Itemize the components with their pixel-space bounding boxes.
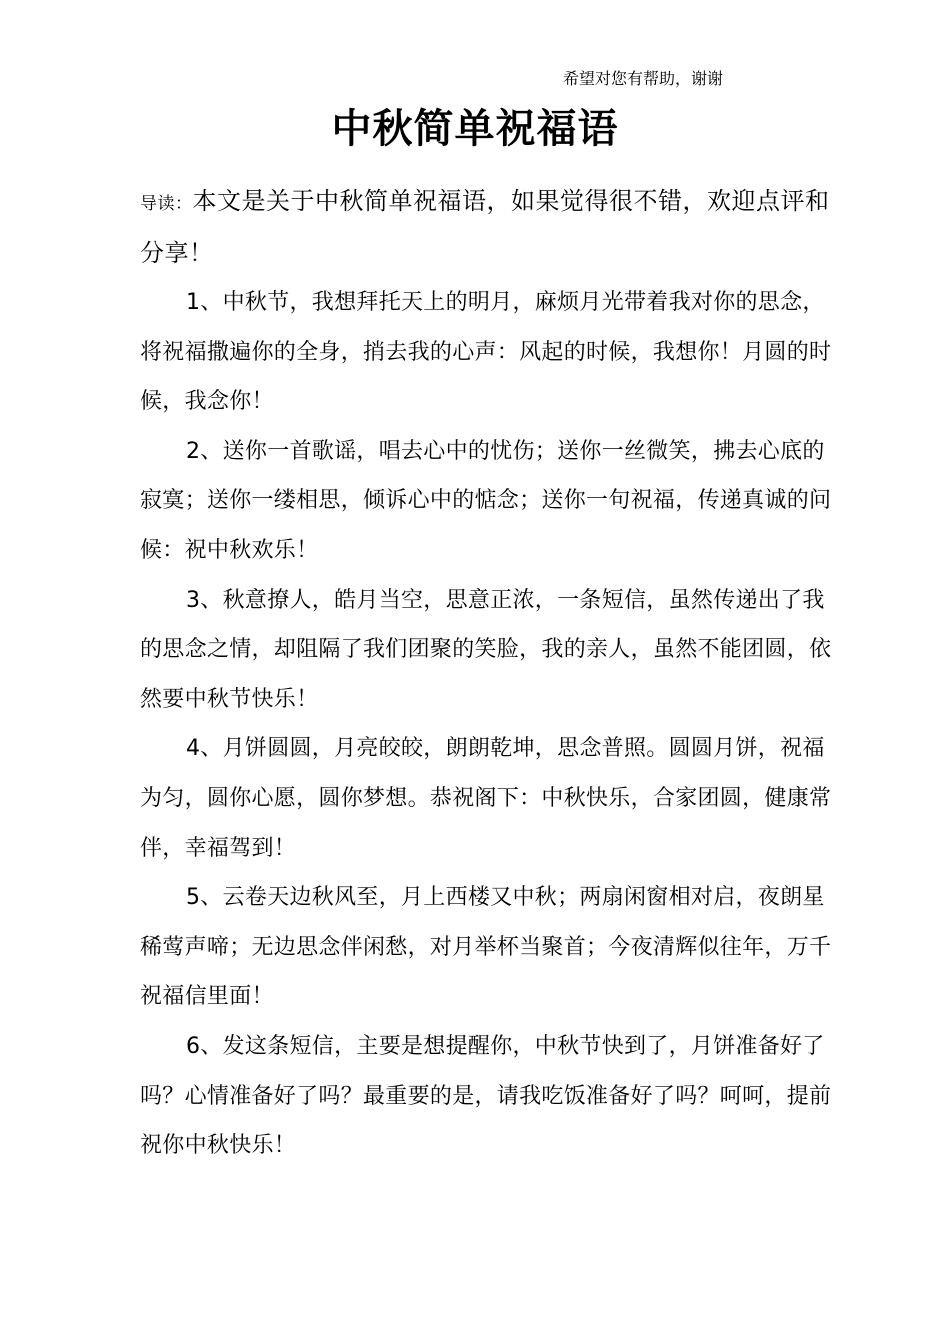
intro-label: 导读： [140,194,193,214]
greeting-paragraph-4: 4、月饼圆圆，月亮皎皎，朗朗乾坤，思念普照。圆圆月饼，祝福为匀，圆你心愿，圆你梦想。恭祝阁下：中秋快乐，合家团圆，健康常伴，幸福驾到！ [140,736,832,861]
document-body [140,177,835,1171]
greeting-paragraph-6: 6、发这条短信，主要是想提醒你，中秋节快到了，月饼准备好了吗？心情准备好了吗？最重要的是，请我吃饭准备好了吗？呵呵，提前祝你中秋快乐！ [140,1033,832,1159]
greeting-paragraph-3: 3、秋意撩人，皓月当空，思意正浓，一条短信，虽然传递出了我的思念之情，却阻隔了我们团聚的笑脸，我的亲人，虽然不能团圆，依然要中秋节快乐！ [140,587,832,712]
header-note: 希望对您有帮助，谢谢 [563,69,724,88]
intro-text: 本文是关于中秋简单祝福语，如果觉得很不错，欢迎点评和分享！ [140,187,830,267]
intro-paragraph [140,177,835,278]
greeting-paragraph-2: 2、送你一首歌谣，唱去心中的忧伤；送你一丝微笑，拂去心底的寂寞；送你一缕相思，倾诉心中的惦念；送你一句祝福，传递真诚的问候：祝中秋欢乐！ [140,438,832,563]
page-title: 中秋简单祝福语 [331,106,619,152]
greeting-paragraph-1: 1、中秋节，我想拜托天上的明月，麻烦月光带着我对你的思念，将祝福撒遍你的全身，捎去我的心声：风起的时候，我想你！月圆的时候，我念你！ [140,290,832,415]
greeting-paragraph-5: 5、云卷天边秋风至，月上西楼又中秋；两扇闲窗相对启，夜朗星稀莺声啼；无边思念伴闲愁，对月举杯当聚首；今夜清辉似往年，万千祝福信里面！ [140,885,832,1010]
